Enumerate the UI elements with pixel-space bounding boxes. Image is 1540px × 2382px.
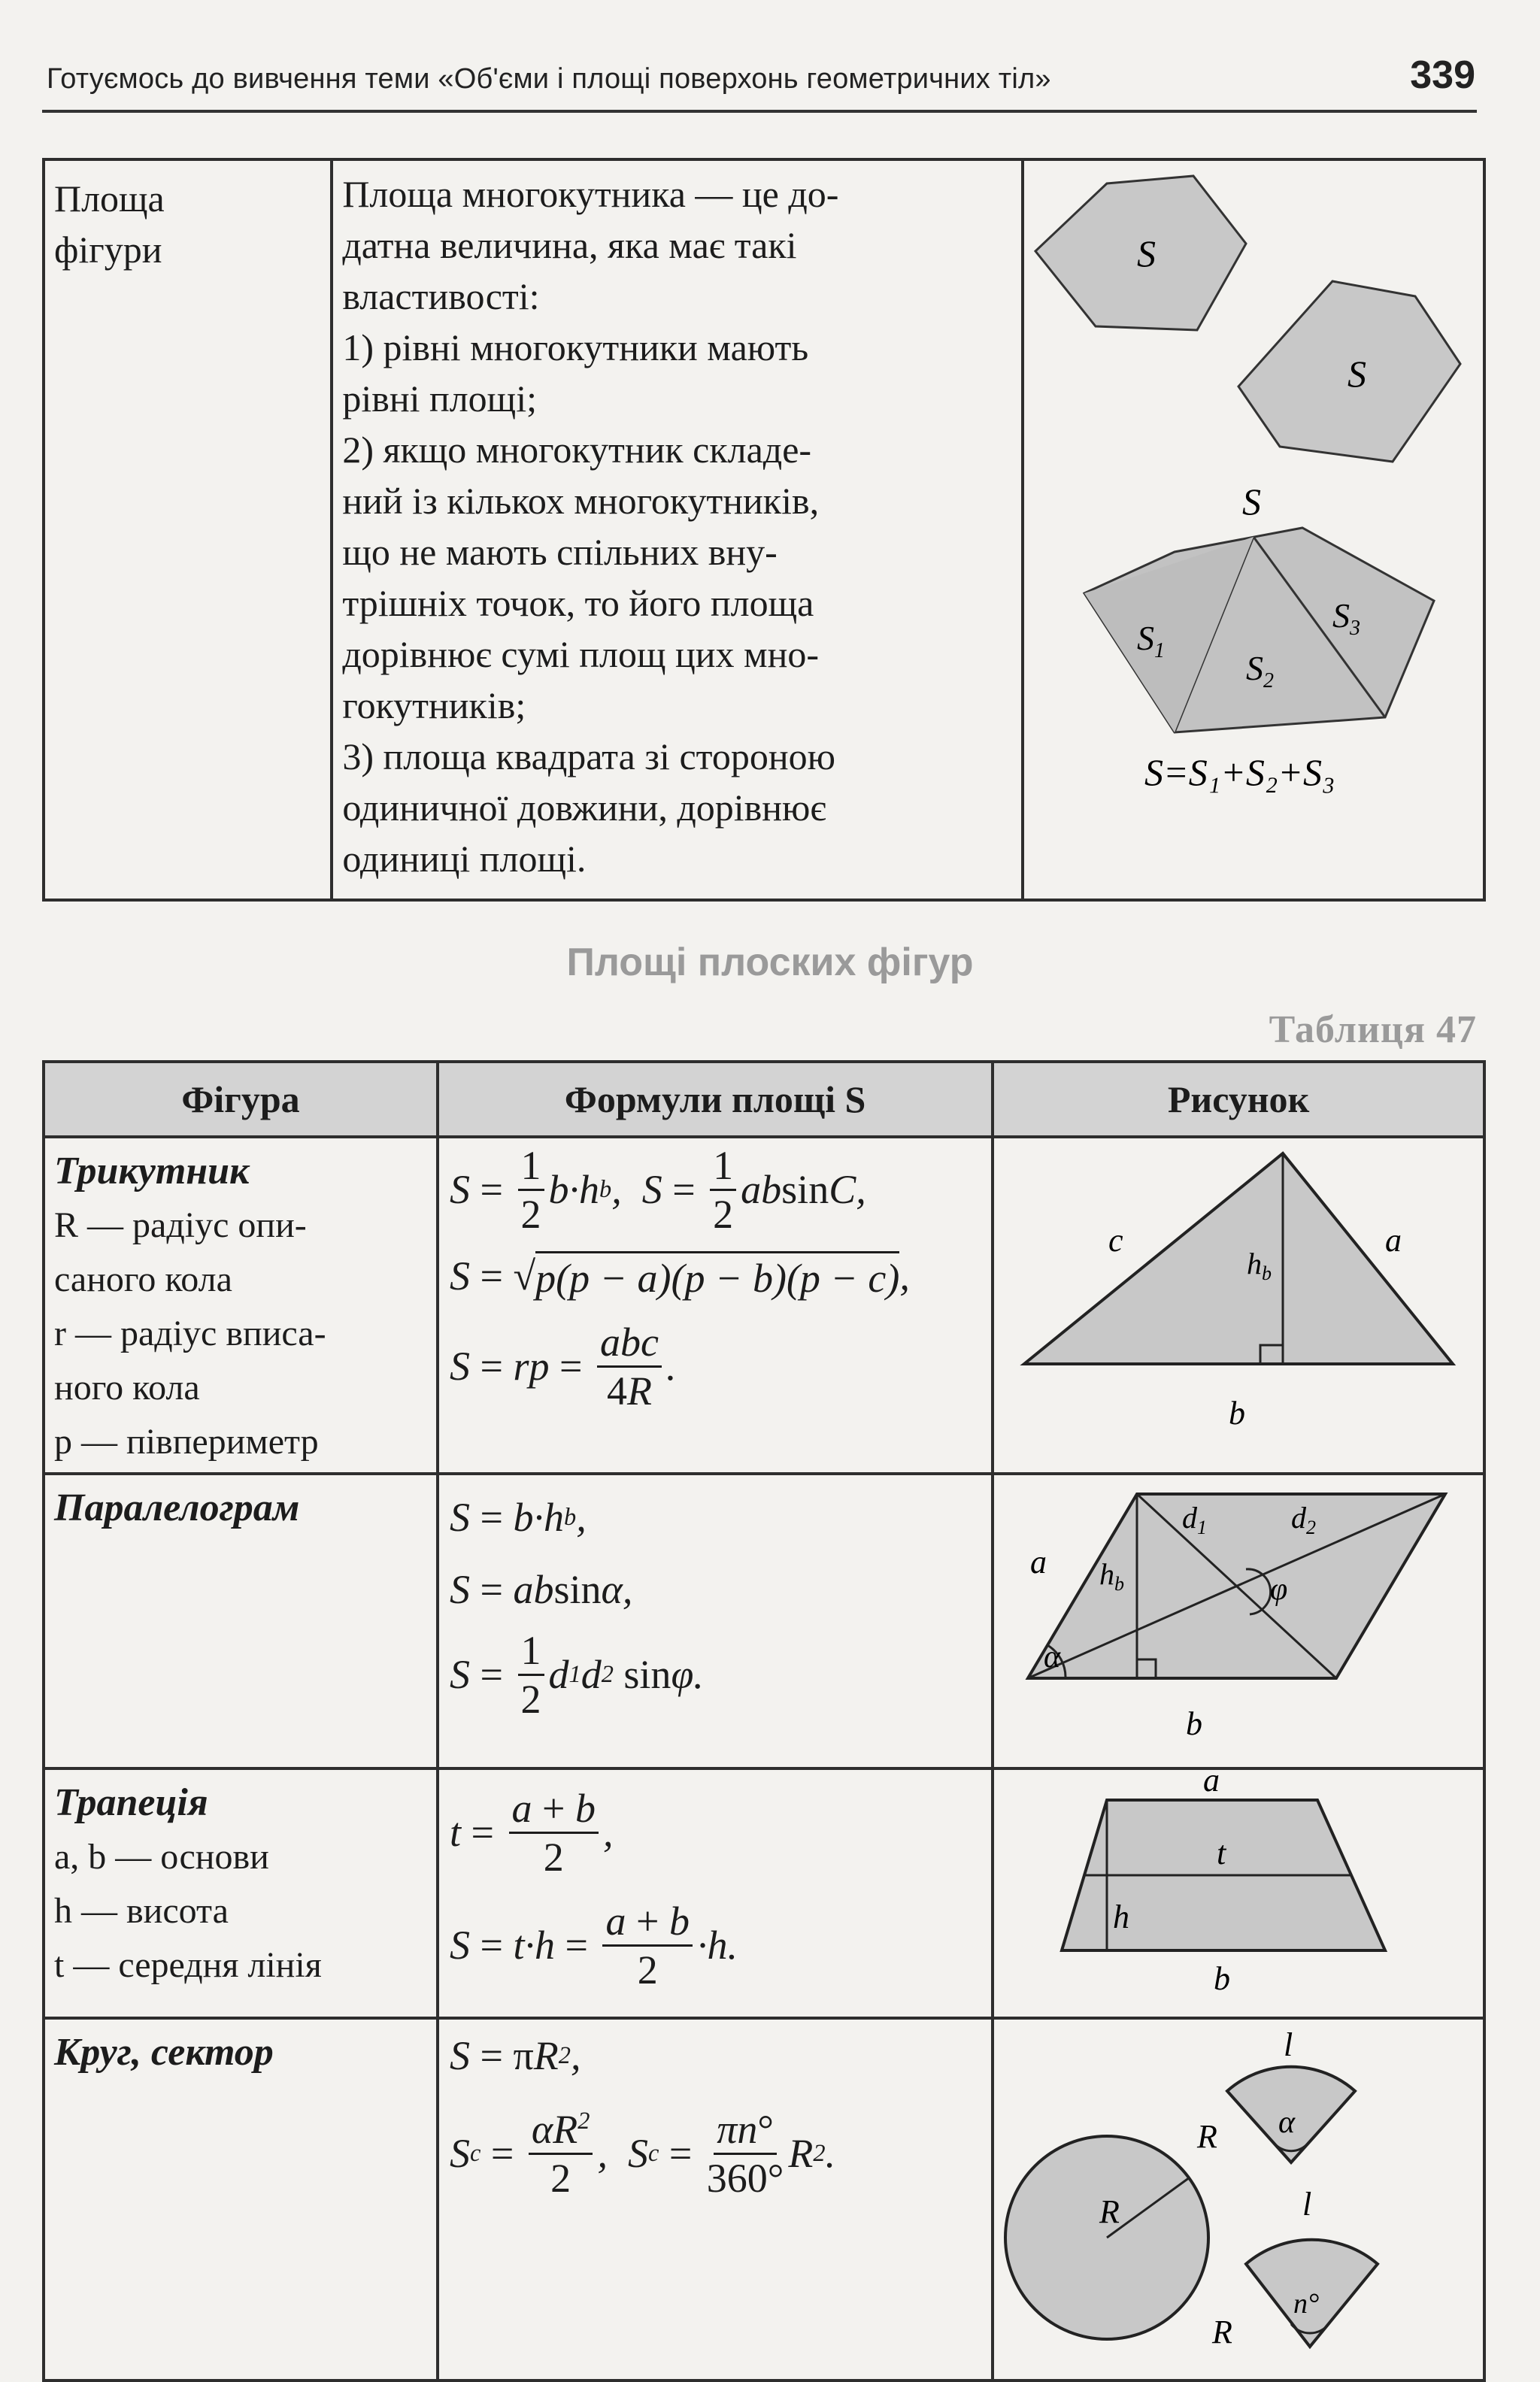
column-formulas: Формули площі S: [438, 1062, 993, 1137]
parallelogram-label-phi: φ: [1270, 1572, 1288, 1607]
page-header: [47, 53, 1475, 105]
parallelogram-figure: [994, 1475, 1480, 1761]
part3-label: $S_3$: [1332, 596, 1361, 640]
column-drawing: Рисунок: [993, 1062, 1484, 1137]
triangle-shape: [1024, 1153, 1453, 1364]
definition-term: Площа фігури: [44, 159, 332, 900]
triangle-label-c: c: [1108, 1222, 1123, 1259]
trapezoid-label-h: h: [1113, 1899, 1130, 1935]
circle-sector-figure: [994, 2020, 1480, 2373]
sector-2-label-R: R: [1212, 2314, 1233, 2350]
sector-1-label-R: R: [1197, 2118, 1218, 2155]
definition-text: Площа многокутника — це до- датна величина, яка має такі властивості: 1) рівні многокутники мають рівні площі; 2) якщо многокутник складе- ний із кількох многокутників, що не мають спільних вну- трішніх точок, то його площа дорівнює сумі площ цих мно- гокутників; 3) площа квадрата зі стороною одиничної довжини, дорівнює одиниці площі.: [332, 159, 1023, 900]
sector-2-label-n: n°: [1293, 2288, 1320, 2320]
parallelogram-label-b: b: [1186, 1705, 1203, 1742]
table-row-parallelogram: [44, 1474, 1484, 1768]
trapezoid-formulas: t = $\frac{a + b}{2}$ , S = t·h = $\frac{a + b}{2}$ ·h.: [438, 1768, 993, 2018]
pentagon-2-label: S: [1348, 353, 1367, 395]
triangle-description: Трикутник R — радіус опи- саного кола r — радіус вписа- ного кола p — півпериметр: [44, 1137, 438, 1474]
part1-label: $S_1$: [1137, 619, 1166, 662]
sector-1-label-alpha: α: [1278, 2105, 1296, 2140]
definition-table: [42, 158, 1486, 902]
part2-label: $S_2$: [1246, 649, 1275, 692]
table-label: Таблиця 47: [1269, 1008, 1477, 1051]
triangle-label-h: $h_b$: [1247, 1247, 1272, 1284]
circle-drawing: [993, 2018, 1484, 2380]
trapezoid-label-t: t: [1217, 1835, 1226, 1871]
section-title: Площі плоских фігур: [566, 941, 974, 984]
header-title: Готуємось до вивчення теми «Об'єми і площі поверхонь геометричних тіл»: [47, 63, 1051, 95]
triangle-label-b: b: [1229, 1395, 1246, 1432]
parallelogram-description: Паралелограм: [44, 1474, 438, 1768]
circle-formulas: S = π R 2 , S c = $\frac{\alpha R^2}{2}$ , S c = $\frac{\pi n^\circ}{360^\circ}$ R 2 .: [438, 2018, 993, 2380]
trapezoid-drawing: [993, 1768, 1484, 2018]
parallelogram-label-alpha: α: [1044, 1640, 1061, 1674]
table-header-row: [44, 1062, 1484, 1137]
sum-formula: S=S₁+S₂+S₃: [1144, 751, 1335, 793]
areas-table: [42, 1060, 1486, 2382]
definition-figure: [1023, 159, 1484, 900]
circle-label-R: R: [1099, 2193, 1120, 2230]
trapezoid-figure: [994, 1770, 1480, 2011]
header-rule: [42, 110, 1477, 113]
circle-description: Круг, сектор: [44, 2018, 438, 2380]
triangle-label-a: a: [1385, 1222, 1402, 1259]
page-number: 339: [1410, 53, 1475, 97]
trapezoid-label-b: b: [1214, 1960, 1231, 1997]
trapezoid-label-a: a: [1203, 1770, 1220, 1799]
parallelogram-label-d1: $d_1$: [1182, 1501, 1208, 1538]
sector-1-label-l: l: [1284, 2026, 1293, 2063]
triangle-formulas: S = $\frac{1}{2}$ b·h b , S = $\frac{1}{2}$ ab sin C, S = √ p(p − a)(p − b)(p − c) , S = rp = $\frac{\text{abc}}{4R}$ .: [438, 1137, 993, 1474]
parallelogram-label-d2: $d_2$: [1291, 1501, 1317, 1538]
parallelogram-label-a: a: [1030, 1544, 1047, 1580]
triangle-figure: [994, 1138, 1480, 1466]
composite-label: S: [1242, 480, 1262, 523]
parallelogram-drawing: [993, 1474, 1484, 1768]
column-figure: Фігура: [44, 1062, 438, 1137]
sector-2-label-l: l: [1302, 2186, 1312, 2223]
trapezoid-description: Трапеція a, b — основи h — висота t — середня лінія: [44, 1768, 438, 2018]
triangle-drawing: [993, 1137, 1484, 1474]
parallelogram-formulas: S = b·h b , S = ab sin α, S = $\frac{1}{2}$ d 1 d 2 sin φ.: [438, 1474, 993, 1768]
pentagon-1-label: S: [1137, 232, 1157, 274]
table-row-triangle: [44, 1137, 1484, 1474]
table-row-circle: [44, 2018, 1484, 2380]
parallelogram-label-h: $h_b$: [1099, 1557, 1125, 1595]
table-row-trapezoid: [44, 1768, 1484, 2018]
polygon-area-figure: [1024, 161, 1480, 895]
